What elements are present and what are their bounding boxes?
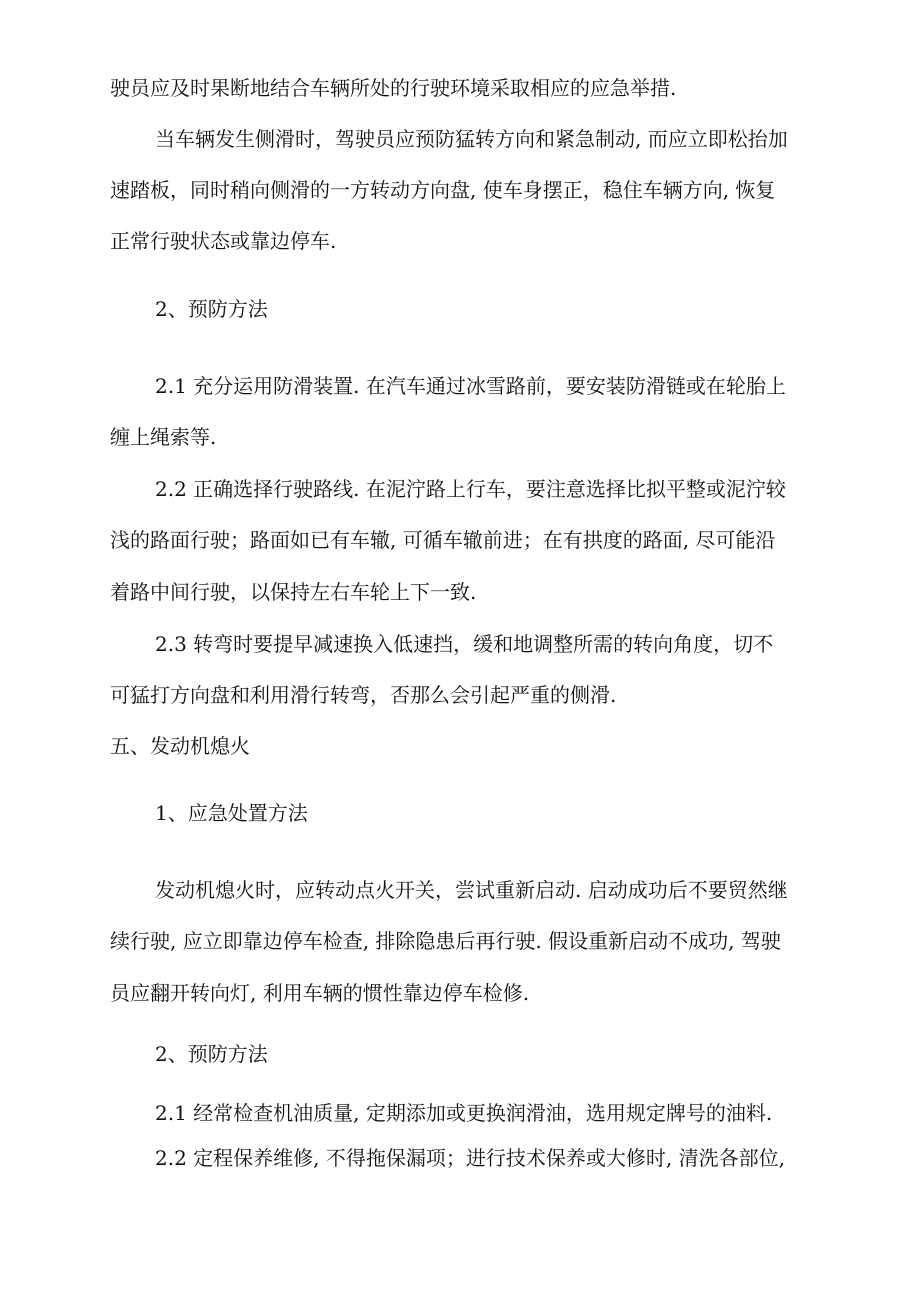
text-line-11: 2.3 转弯时要提早减速换入低速挡，缓和地调整所需的转向角度，切不 xyxy=(155,632,774,656)
text-line-4: 正常行驶状态或靠边停车. xyxy=(110,229,337,253)
text-line-1: 驶员应及时果断地结合车辆所处的行驶环境采取相应的应急举措. xyxy=(110,76,677,100)
text-line-20: 2.2 定程保养维修, 不得拖保漏项；进行技术保养或大修时, 清洗各部位, xyxy=(155,1146,785,1170)
section-heading-engine-stall: 五、发动机熄火 xyxy=(110,734,250,758)
text-line-15: 发动机熄火时，应转动点火开关，尝试重新启动. 启动成功后不要贸然继 xyxy=(155,878,788,902)
text-line-19: 2.1 经常检查机油质量, 定期添加或更换润滑油，选用规定牌号的油料. xyxy=(155,1101,773,1125)
section-heading-emergency-method: 1、应急处置方法 xyxy=(155,801,308,825)
section-heading-prevention-2: 2、预防方法 xyxy=(155,1042,268,1066)
text-line-9: 浅的路面行驶；路面如已有车辙, 可循车辙前进；在有拱度的路面, 尽可能沿 xyxy=(110,528,776,552)
text-line-3: 速踏板，同时稍向侧滑的一方转动方向盘, 使车身摆正，稳住车辆方向, 恢复 xyxy=(110,178,776,202)
text-line-12: 可猛打方向盘和利用滑行转弯，否那么会引起严重的侧滑. xyxy=(110,683,617,707)
text-line-7: 缠上绳索等. xyxy=(110,425,217,449)
text-line-17: 员应翻开转向灯, 利用车辆的惯性靠边停车检修. xyxy=(110,981,530,1005)
text-line-6: 2.1 充分运用防滑装置. 在汽车通过冰雪路前，要安装防滑链或在轮胎上 xyxy=(155,374,786,398)
text-line-8: 2.2 正确选择行驶路线. 在泥泞路上行车，要注意选择比拟平整或泥泞较 xyxy=(155,477,786,501)
section-heading-prevention-1: 2、预防方法 xyxy=(155,297,268,321)
text-line-10: 着路中间行驶，以保持左右车轮上下一致. xyxy=(110,580,477,604)
text-line-16: 续行驶, 应立即靠边停车检查, 排除隐患后再行驶. 假设重新启动不成功, 驾驶 xyxy=(110,929,781,953)
text-line-2: 当车辆发生侧滑时，驾驶员应预防猛转方向和紧急制动, 而应立即松抬加 xyxy=(155,127,788,151)
